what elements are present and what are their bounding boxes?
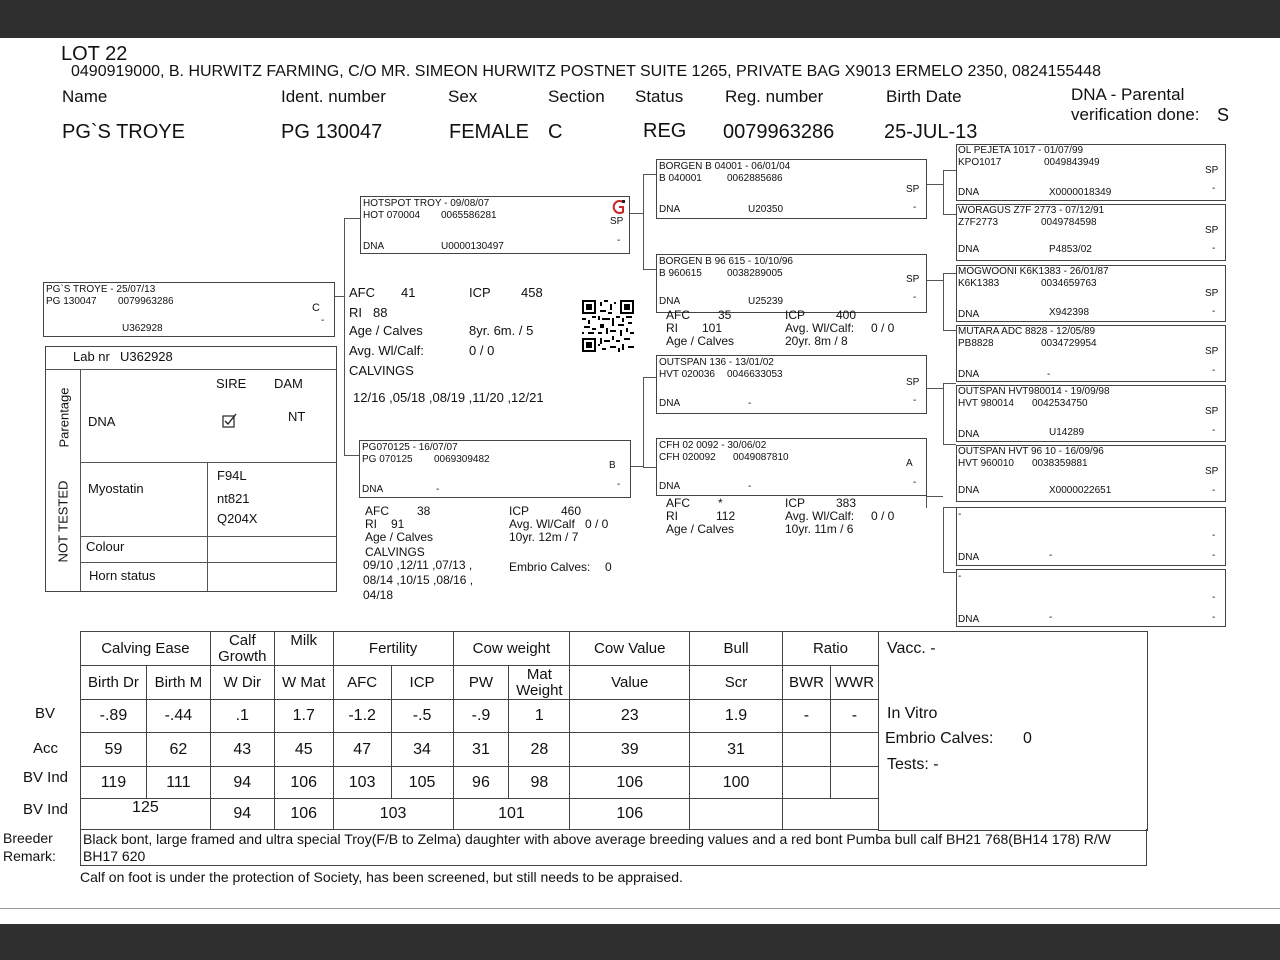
great-grandparent-box[interactable] xyxy=(956,325,1226,382)
ggp-dna-label: DNA xyxy=(958,369,980,380)
dam-info xyxy=(365,505,635,605)
gp-dna-label: DNA xyxy=(659,481,681,492)
animal-wl: 0 / 0 xyxy=(469,343,495,358)
bv-cell: - xyxy=(830,700,878,733)
bv-ind-group-cell: 125 xyxy=(81,799,211,830)
col-birth-m: Birth M xyxy=(146,666,210,700)
acc-cell xyxy=(830,733,878,767)
sire-col-label: SIRE xyxy=(216,376,247,391)
group-cow-weight: Cow weight xyxy=(453,632,570,666)
gp-dna: U25239 xyxy=(748,296,784,307)
group-ratio: Ratio xyxy=(782,632,878,666)
col-pw: PW xyxy=(453,666,509,700)
ggp-id: HVT 960010 xyxy=(958,458,1014,469)
embrio-label: Embrio Calves: xyxy=(885,730,994,747)
animal-info xyxy=(349,286,579,406)
col-mat-weight: Mat Weight xyxy=(509,666,570,700)
gp2-age-label: Age / Calves xyxy=(666,334,735,348)
reg-label: Reg. number xyxy=(725,87,824,106)
row-label-bv: BV xyxy=(35,705,56,722)
ggp-title: OUTSPAN HVT 96 10 - 16/09/96 xyxy=(958,446,1104,457)
ggp-code: SP xyxy=(1205,406,1219,417)
animal-box-code: C xyxy=(312,302,320,314)
bv-ind-cell: 98 xyxy=(509,767,570,799)
bv-ind-cell: 106 xyxy=(570,767,690,799)
ggp-dash: - xyxy=(1212,592,1216,603)
dam-pedigree-box[interactable] xyxy=(359,440,631,498)
dam-age: 10yr. 12m / 7 xyxy=(509,530,579,544)
group-calving-ease: Calving Ease xyxy=(81,632,211,666)
animal-wl-label: Avg. Wl/Calf: xyxy=(349,343,424,358)
ggp-id: KPO1017 xyxy=(958,157,1002,168)
bv-cell: 23 xyxy=(570,700,690,733)
dam-dna: - xyxy=(436,484,440,495)
remark-text: Black bont, large framed and ultra special Troy(F/B to Zelma) daughter with above average breeding values and a red bont Pumba bull calf BH21 768(BH14 178) R/W BH17 620 xyxy=(83,831,1112,864)
acc-cell: 43 xyxy=(210,733,274,767)
ggp-dash: - xyxy=(1212,365,1216,376)
acc-cell xyxy=(782,733,830,767)
bv-ind-cell: 96 xyxy=(453,767,509,799)
animal-pedigree-box[interactable] xyxy=(43,282,335,337)
gp-code: A xyxy=(906,458,913,469)
vacc-label: Vacc. - xyxy=(887,640,936,657)
birth-label: Birth Date xyxy=(886,87,962,106)
dam-id: PG 070125 xyxy=(362,454,413,465)
ggp-reg: 0034659763 xyxy=(1041,278,1097,289)
gp-title: BORGEN B 96 615 - 10/10/96 xyxy=(659,256,793,267)
acc-cell: 31 xyxy=(690,733,783,767)
dam-afc: 38 xyxy=(417,504,431,518)
dna-row-label: DNA xyxy=(88,414,116,429)
acc-cell: 34 xyxy=(391,733,453,767)
group-milk: Milk xyxy=(274,632,333,666)
myostatin-value-3: Q204X xyxy=(217,511,258,526)
myostatin-value-2: nt821 xyxy=(217,491,250,506)
bv-cell: - xyxy=(782,700,830,733)
gp4-info xyxy=(666,497,926,537)
ggp-dna: - xyxy=(1047,369,1051,380)
section-label: Section xyxy=(548,87,605,106)
grandparent-box[interactable] xyxy=(656,254,927,313)
ggp-dna-label: DNA xyxy=(958,244,980,255)
great-grandparent-box[interactable] xyxy=(956,569,1226,627)
bv-cell: -.44 xyxy=(146,700,210,733)
animal-calvings-label: CALVINGS xyxy=(349,363,414,378)
ggp-dna: X0000018349 xyxy=(1049,187,1112,198)
ggp-title: MOGWOONI K6K1383 - 26/01/87 xyxy=(958,266,1109,277)
ident-number: PG 130047 xyxy=(281,121,383,143)
gp-dna: U20350 xyxy=(748,204,784,215)
remark-label-1: Breeder xyxy=(3,830,53,846)
dam-col-label: DAM xyxy=(274,376,303,391)
ggp-dna: X0000022651 xyxy=(1049,485,1112,496)
grandparent-box[interactable] xyxy=(656,355,927,414)
great-grandparent-box[interactable] xyxy=(956,265,1226,322)
gp4-icp-label: ICP xyxy=(785,496,806,510)
group-calf-growth: Calf Growth xyxy=(210,632,274,666)
group-fertility: Fertility xyxy=(333,632,453,666)
gp-reg: 0038289005 xyxy=(727,268,783,279)
status-label: Status xyxy=(635,87,684,106)
breeding-values-table xyxy=(80,631,879,830)
bv-ind-group-cell xyxy=(690,799,783,830)
sex-label: Sex xyxy=(448,87,478,106)
lab-value: U362928 xyxy=(120,349,173,364)
vaccination-panel xyxy=(878,631,1148,831)
ggp-title: MUTARA ADC 8828 - 12/05/89 xyxy=(958,326,1096,337)
ggp-id: K6K1383 xyxy=(958,278,1000,289)
grandparent-box[interactable] xyxy=(656,159,927,219)
ggp-dna-label: DNA xyxy=(958,614,980,625)
embrio-value: 0 xyxy=(1023,730,1032,747)
gp-reg: 0049087810 xyxy=(733,452,789,463)
dam-embrio: 0 xyxy=(605,560,612,574)
animal-age: 8yr. 6m. / 5 xyxy=(469,323,534,338)
ggp-dna: P4853/02 xyxy=(1049,244,1092,255)
ggp-id: HVT 980014 xyxy=(958,398,1014,409)
animal-afc-label: AFC xyxy=(349,285,375,300)
invitro-label: In Vitro xyxy=(887,705,938,722)
ggp-dna: U14289 xyxy=(1049,427,1085,438)
gp-code: SP xyxy=(906,274,920,285)
bv-ind-cell: 103 xyxy=(333,767,391,799)
group-cow-value: Cow Value xyxy=(570,632,690,666)
gp4-wl-label: Avg. Wl/Calf: xyxy=(785,509,855,523)
animal-calvings: 12/16 ,05/18 ,08/19 ,11/20 ,12/21 xyxy=(353,390,544,405)
gp-code: SP xyxy=(906,184,920,195)
animal-name: PG`S TROYE xyxy=(62,121,185,143)
ggp-id: Z7F2773 xyxy=(958,217,999,228)
bv-cell: 1.9 xyxy=(690,700,783,733)
dam-embrio-label: Embrio Calves: xyxy=(509,560,591,574)
gp-dash: - xyxy=(913,292,917,303)
dam-icp-label: ICP xyxy=(509,504,530,518)
ggp-reg: 0049784598 xyxy=(1041,217,1097,228)
dam-age-label: Age / Calves xyxy=(365,530,434,544)
sire-dna-label: DNA xyxy=(363,241,385,252)
ggp-reg: 0042534750 xyxy=(1032,398,1088,409)
not-tested-label: NOT TESTED xyxy=(55,480,71,563)
ggp-dna-label: DNA xyxy=(958,309,980,320)
ggp-dna-label: DNA xyxy=(958,485,980,496)
ident-label: Ident. number xyxy=(281,87,386,106)
ggp-dna-label: DNA xyxy=(958,552,980,563)
ggp-dash: - xyxy=(1212,425,1216,436)
col-bwr: BWR xyxy=(782,666,830,700)
dam-code: B xyxy=(609,460,616,471)
remark-label-2: Remark: xyxy=(3,848,56,864)
acc-cell: 47 xyxy=(333,733,391,767)
col-icp: ICP xyxy=(391,666,453,700)
gp2-ri-label: RI xyxy=(666,321,678,335)
lot-number: LOT 22 xyxy=(61,43,128,65)
sire-dash: - xyxy=(617,235,621,246)
bv-ind-cell: 100 xyxy=(690,767,783,799)
gp4-age-label: Age / Calves xyxy=(666,522,735,536)
bv-cell: -1.2 xyxy=(333,700,391,733)
sire-code: SP xyxy=(610,216,624,227)
row-label-bv-ind: BV Ind xyxy=(23,769,69,786)
gp2-wl: 0 / 0 xyxy=(871,321,895,335)
great-grandparent-box[interactable] xyxy=(956,507,1226,566)
gp2-icp: 400 xyxy=(836,308,857,322)
ggp-dash: - xyxy=(1212,612,1216,623)
tests-label: Tests: - xyxy=(887,756,939,773)
sire-pedigree-box[interactable] xyxy=(360,196,630,254)
acc-cell: 39 xyxy=(570,733,690,767)
gp-dash: - xyxy=(913,477,917,488)
acc-cell: 31 xyxy=(453,733,509,767)
gp-id: B 040001 xyxy=(659,173,702,184)
ggp-title: - xyxy=(958,509,962,520)
gp-title: OUTSPAN 136 - 13/01/02 xyxy=(659,357,774,368)
animal-ri: 88 xyxy=(373,305,388,320)
animal-ri-label: RI xyxy=(349,305,362,320)
dam-afc-label: AFC xyxy=(365,504,389,518)
certificate-page xyxy=(0,38,1280,924)
parentage-label: Parentage xyxy=(56,387,72,448)
gp-dna-label: DNA xyxy=(659,296,681,307)
ggp-id: PB8828 xyxy=(958,338,994,349)
gp-title: CFH 02 0092 - 30/06/02 xyxy=(659,440,767,451)
lab-box xyxy=(45,346,337,592)
lab-label: Lab nr xyxy=(73,349,110,364)
dam-calvings-3: 04/18 xyxy=(363,588,394,602)
ggp-code: SP xyxy=(1205,288,1219,299)
acc-cell: 28 xyxy=(509,733,570,767)
animal-box-lab: U362928 xyxy=(122,323,163,334)
bv-ind-cell xyxy=(830,767,878,799)
bv-ind-cell: 106 xyxy=(274,767,333,799)
great-grandparent-box[interactable] xyxy=(956,204,1226,261)
gp-code: SP xyxy=(906,377,920,388)
great-grandparent-box[interactable] xyxy=(956,385,1226,442)
ggp-code: SP xyxy=(1205,165,1219,176)
col-w-dir: W Dir xyxy=(210,666,274,700)
ggp-title: OL PEJETA 1017 - 01/07/99 xyxy=(958,145,1084,156)
ggp-dash: - xyxy=(1212,530,1216,541)
bv-ind-group-cell: 94 xyxy=(210,799,274,830)
gp4-icp: 383 xyxy=(836,496,857,510)
gp-dna: - xyxy=(748,481,752,492)
ggp-dna: - xyxy=(1049,612,1053,623)
ggp-title: OUTSPAN HVT980014 - 19/09/98 xyxy=(958,386,1110,397)
sex-value: FEMALE xyxy=(449,121,530,143)
ggp-reg: 0049843949 xyxy=(1044,157,1100,168)
gp-dna: - xyxy=(748,398,752,409)
gp4-wl: 0 / 0 xyxy=(871,509,895,523)
qr-code-icon xyxy=(582,300,634,352)
col-wwr: WWR xyxy=(830,666,878,700)
dam-dna-value: NT xyxy=(288,409,306,424)
bv-ind-group-cell: 101 xyxy=(453,799,570,830)
dna-value: S xyxy=(1217,105,1230,125)
gp-reg: 0046633053 xyxy=(727,369,783,380)
bv-ind-group-cell: 106 xyxy=(570,799,690,830)
animal-afc: 41 xyxy=(401,285,416,300)
bv-ind-group-cell: 103 xyxy=(333,799,453,830)
bv-ind-group-cell xyxy=(782,799,878,830)
dam-ri-label: RI xyxy=(365,517,377,531)
ggp-reg: 0034729954 xyxy=(1041,338,1097,349)
bv-ind-cell: 94 xyxy=(210,767,274,799)
ggp-dna: X942398 xyxy=(1049,307,1090,318)
ggp-dash: - xyxy=(1212,306,1216,317)
dam-dna-label: DNA xyxy=(362,484,384,495)
dam-calvings-label: CALVINGS xyxy=(365,545,425,559)
gp2-afc: 35 xyxy=(718,308,732,322)
ggp-code: SP xyxy=(1205,466,1219,477)
dam-wl-label: Avg. Wl/Calf xyxy=(509,517,575,531)
great-grandparent-box[interactable] xyxy=(956,144,1226,201)
bv-cell: -.9 xyxy=(453,700,509,733)
gp-dash: - xyxy=(913,395,917,406)
ggp-title: WORAGUS Z7F 2773 - 07/12/91 xyxy=(958,205,1105,216)
ggp-dna: - xyxy=(1049,550,1053,561)
ggp-dna-label: DNA xyxy=(958,187,980,198)
horn-status-label: Horn status xyxy=(89,568,156,583)
status-value: REG xyxy=(643,120,687,142)
animal-icp-label: ICP xyxy=(469,285,491,300)
bv-cell: 1.7 xyxy=(274,700,333,733)
gp2-info xyxy=(666,309,926,349)
bv-ind-cell: 119 xyxy=(81,767,147,799)
birth-date: 25-JUL-13 xyxy=(884,121,978,143)
ggp-dash: - xyxy=(1212,243,1216,254)
dam-ri: 91 xyxy=(391,517,405,531)
acc-cell: 59 xyxy=(81,733,147,767)
colour-label: Colour xyxy=(86,539,125,554)
animal-box-id: PG 130047 xyxy=(46,296,97,307)
animal-icp: 458 xyxy=(521,285,543,300)
ggp-code: SP xyxy=(1205,225,1219,236)
dam-calvings-2: 08/14 ,10/15 ,08/16 , xyxy=(363,573,474,587)
dna-label-2: verification done: xyxy=(1071,105,1200,124)
section-value: C xyxy=(548,121,563,143)
group-bull: Bull xyxy=(690,632,783,666)
animal-age-label: Age / Calves xyxy=(349,323,423,338)
bv-ind-group-cell: 106 xyxy=(274,799,333,830)
sire-dna: U0000130497 xyxy=(441,241,504,252)
sire-reg: 0065586281 xyxy=(441,210,497,221)
sire-title: HOTSPOT TROY - 09/08/07 xyxy=(363,198,490,209)
ggp-code: SP xyxy=(1205,346,1219,357)
gp-dash: - xyxy=(913,202,917,213)
acc-cell: 45 xyxy=(274,733,333,767)
gp-dna-label: DNA xyxy=(659,204,681,215)
col-w-mat: W Mat xyxy=(274,666,333,700)
ggp-reg: 0038359881 xyxy=(1032,458,1088,469)
bv-cell: .1 xyxy=(210,700,274,733)
ggp-dna-label: DNA xyxy=(958,429,980,440)
bv-ind-cell: 105 xyxy=(391,767,453,799)
row-label-acc: Acc xyxy=(33,740,59,757)
gp-title: BORGEN B 04001 - 06/01/04 xyxy=(659,161,791,172)
myostatin-value-1: F94L xyxy=(217,468,247,483)
grandparent-box[interactable] xyxy=(656,438,927,496)
row-label-bv-ind-2: BV Ind xyxy=(23,801,69,818)
col-scr: Scr xyxy=(690,666,783,700)
ggp-dash: - xyxy=(1212,183,1216,194)
gp-id: B 960615 xyxy=(659,268,702,279)
sire-stud-logo-icon xyxy=(611,199,627,215)
bv-cell: 1 xyxy=(509,700,570,733)
gp4-afc: * xyxy=(718,496,723,510)
dam-dash: - xyxy=(617,479,621,490)
bv-ind-cell: 111 xyxy=(146,767,210,799)
gp2-afc-label: AFC xyxy=(666,308,690,322)
acc-cell: 62 xyxy=(146,733,210,767)
animal-box-dash: - xyxy=(321,315,325,326)
ggp-title: - xyxy=(958,571,962,582)
bv-cell: -.89 xyxy=(81,700,147,733)
dam-icp: 460 xyxy=(561,504,582,518)
col-value: Value xyxy=(570,666,690,700)
remark-box xyxy=(80,829,1147,866)
col-birth-dr: Birth Dr xyxy=(81,666,147,700)
bv-ind-cell xyxy=(782,767,830,799)
dam-reg: 0069309482 xyxy=(434,454,490,465)
gp4-ri: 112 xyxy=(716,509,736,523)
bv-cell: -.5 xyxy=(391,700,453,733)
great-grandparent-box[interactable] xyxy=(956,445,1226,502)
gp-reg: 0062885686 xyxy=(727,173,783,184)
dna-label-1: DNA - Parental xyxy=(1071,85,1185,104)
ggp-dash: - xyxy=(1212,485,1216,496)
page-divider xyxy=(0,908,1280,909)
reg-number: 0079963286 xyxy=(723,121,835,143)
gp-dna-label: DNA xyxy=(659,398,681,409)
dam-wl: 0 / 0 xyxy=(585,517,609,531)
gp4-age: 10yr. 11m / 6 xyxy=(785,522,854,536)
col-afc: AFC xyxy=(333,666,391,700)
gp2-ri: 101 xyxy=(702,321,723,335)
gp2-wl-label: Avg. Wl/Calf: xyxy=(785,321,855,335)
remark-footer: Calf on foot is under the protection of Society, has been screened, but still needs to be appraised. xyxy=(80,869,683,885)
gp-id: HVT 020036 xyxy=(659,369,715,380)
gp4-afc-label: AFC xyxy=(666,496,690,510)
animal-box-reg: 0079963286 xyxy=(118,296,174,307)
ggp-dash: - xyxy=(1212,550,1216,561)
breeder-line: 0490919000, B. HURWITZ FARMING, C/O MR. SIMEON HURWITZ POSTNET SUITE 1265, PRIVATE BAG X9013 ERMELO 2350, 0824155448 xyxy=(71,63,1101,80)
dam-calvings-1: 09/10 ,12/11 ,07/13 , xyxy=(363,558,473,572)
gp-id: CFH 020092 xyxy=(659,452,716,463)
gp2-icp-label: ICP xyxy=(785,308,806,322)
sire-id: HOT 070004 xyxy=(363,210,421,221)
animal-box-title: PG`S TROYE - 25/07/13 xyxy=(46,284,156,295)
myostatin-label: Myostatin xyxy=(88,481,144,496)
sire-dna-checked-icon xyxy=(222,413,238,429)
name-label: Name xyxy=(62,87,108,106)
gp2-age: 20yr. 8m / 8 xyxy=(785,334,848,348)
dam-title: PG070125 - 16/07/07 xyxy=(362,442,458,453)
gp4-ri-label: RI xyxy=(666,509,678,523)
